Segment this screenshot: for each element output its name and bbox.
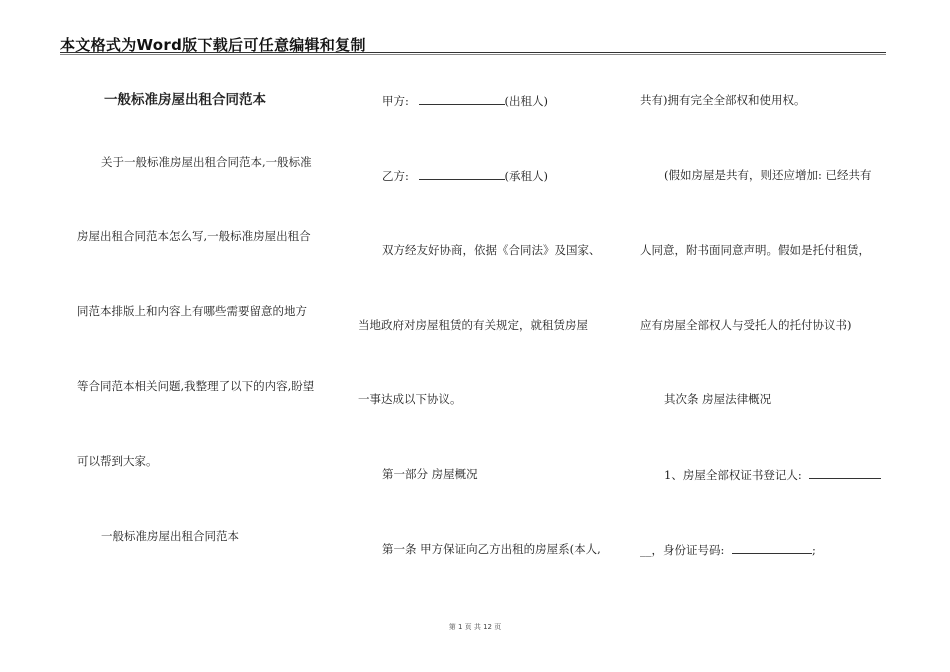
document-header: 本文格式为Word版下载后可任意编辑和复制	[60, 36, 366, 54]
section-heading: 第一部分 房屋概况	[382, 467, 478, 481]
party-a-blank[interactable]	[419, 93, 505, 105]
id-prefix: __，	[640, 543, 663, 557]
paragraph-line: 双方经友好协商，依据《合同法》及国家、	[382, 243, 601, 257]
id-suffix: ;	[812, 543, 816, 557]
header-rule-secondary	[60, 54, 886, 55]
owner-blank[interactable]	[809, 467, 881, 479]
paragraph-line: 应有房屋全部权人与受托人的托付协议书)	[640, 318, 852, 332]
paragraph-line: 同范本排版上和内容上有哪些需要留意的地方	[77, 304, 307, 318]
paragraph-line: 人同意，附书面同意声明。假如是托付租赁，	[640, 243, 870, 257]
party-a-role: (出租人)	[504, 94, 549, 108]
paragraph-line: 可以帮到大家。	[77, 454, 158, 468]
party-a-label: 甲方:	[382, 94, 409, 108]
party-b-line	[382, 168, 548, 183]
paragraph-line: (假如房屋是共有，则还应增加: 已经共有	[664, 168, 872, 182]
paragraph-line: 房屋出租合同范本怎么写,一般标准房屋出租合	[77, 229, 311, 243]
id-number-line	[640, 542, 816, 557]
party-b-role: (承租人)	[504, 169, 549, 183]
paragraph-line: 关于一般标准房屋出租合同范本,一般标准	[101, 155, 312, 169]
section-heading: 其次条 房屋法律概况	[664, 392, 772, 406]
id-label: 身份证号码:	[663, 543, 725, 557]
owner-line	[664, 467, 881, 482]
party-b-label: 乙方:	[382, 169, 409, 183]
paragraph-line: 一事达成以下协议。	[358, 392, 462, 406]
party-b-blank[interactable]	[419, 168, 505, 180]
page-footer: 第 1 页 共 12 页	[448, 623, 502, 631]
party-a-line	[382, 93, 548, 108]
paragraph-line: 第一条 甲方保证向乙方出租的房屋系(本人,	[382, 542, 601, 556]
document-title: 一般标准房屋出租合同范本	[104, 92, 266, 108]
paragraph-line: 当地政府对房屋租赁的有关规定，就租赁房屋	[358, 318, 588, 332]
header-rule	[60, 52, 886, 53]
owner-label: 1、房屋全部权证书登记人:	[664, 468, 802, 482]
paragraph-line: 共有)拥有完全全部权和使用权。	[640, 93, 806, 107]
paragraph-line: 等合同范本相关问题,我整理了以下的内容,盼望	[77, 379, 315, 393]
id-number-blank[interactable]	[732, 542, 812, 554]
section-heading: 一般标准房屋出租合同范本	[101, 529, 239, 543]
